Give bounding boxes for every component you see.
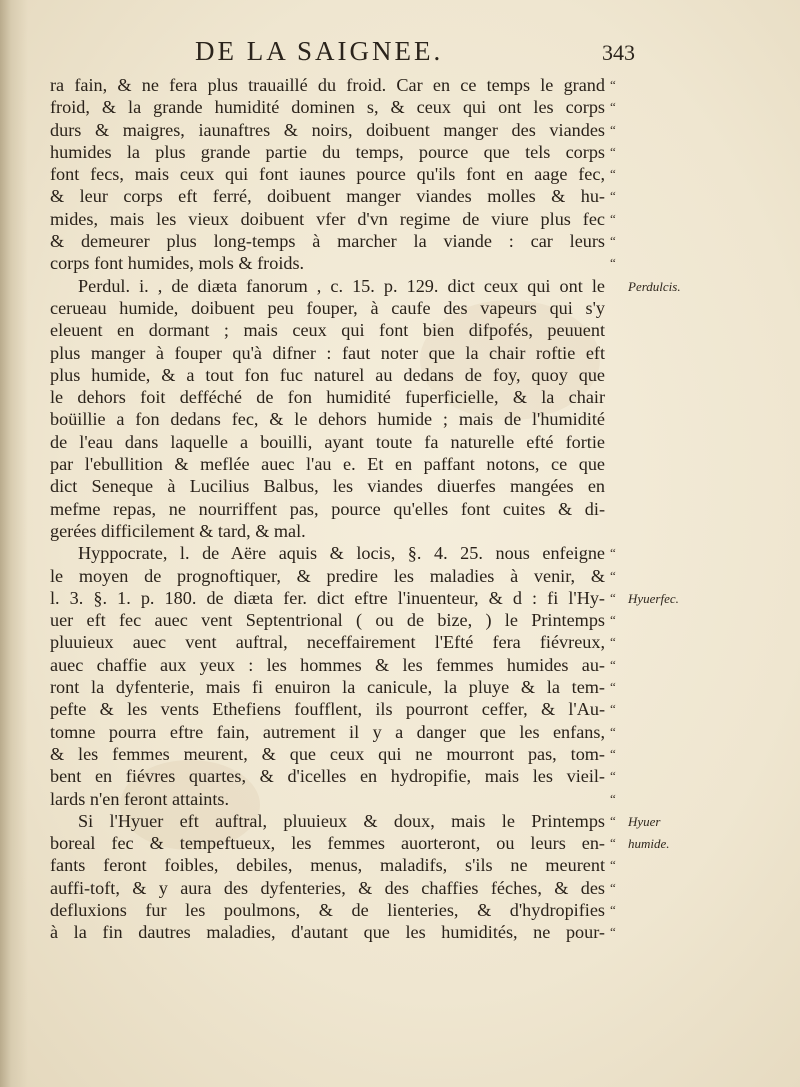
quote-mark: “ (610, 812, 616, 828)
quote-mark (610, 386, 626, 408)
text-line: lards n'en feront attaints. (50, 788, 230, 809)
text-line: mefme repas, ne nourriffent pas, pource qu'elles font cuites & di- (50, 498, 605, 519)
quote-mark: “ (610, 255, 616, 271)
binding-shadow (0, 0, 28, 1087)
quote-mark: “ (610, 121, 616, 137)
quote-mark: “ (610, 723, 616, 739)
page-header (195, 36, 635, 72)
quote-mark: “ (610, 879, 616, 895)
quote-mark: “ (610, 77, 616, 92)
text-line: corps font humides, mols & froids. (50, 253, 305, 274)
quote-mark: “ (610, 790, 616, 806)
quote-mark: “ (610, 166, 616, 182)
quote-mark (610, 520, 626, 542)
text-line: dict Seneque à Lucilius Balbus, les viandes diuerfes mangées en (50, 476, 605, 497)
quote-mark: “ (610, 612, 616, 628)
text-line: font fecs, mais ceux qui font iaunes pource qu'ils font en aage fec, (50, 164, 605, 185)
text-line: & leur corps eft ferré, doibuent manger viandes molles & hu- (50, 186, 605, 207)
page-number: 343 (602, 40, 635, 65)
quote-mark: “ (610, 745, 616, 761)
text-line: pefte & les vents Ethefiens foufflent, ils pourront ceffer, & l'Au- (50, 699, 605, 720)
text-line: boüillie a fon dedans fec, & le dehors humide ; mais de l'humidité (50, 409, 605, 430)
running-title: DE LA SAIGNEE. (195, 36, 444, 66)
text-line: plus manger à fouper qu'à difner : faut noter que la chair roftie eft (50, 342, 605, 363)
marginal-note: Perdulcis. (628, 278, 681, 294)
text-line: froid, & la grande humidité dominen s, & ceux qui ont les corps (50, 97, 605, 118)
text-line: cerueau humide, doibuent peu fouper, à caufe des vapeurs qui s'y (50, 297, 605, 318)
text-line: uer eft fec auec vent Septentrional ( ou de bize, ) le Printemps (50, 610, 605, 631)
text-line: gerées difficilement & tard, & mal. (50, 520, 306, 541)
quote-mark: “ (610, 679, 616, 695)
text-line: eleuent en dormant ; mais ceux qui font bien difpofés, peuuent (50, 320, 605, 341)
quote-mark: “ (610, 768, 616, 784)
quote-mark: “ (610, 210, 616, 226)
quote-mark (610, 498, 626, 520)
text-line: plus humide, & a tout fon fuc naturel au dedans de foy, quoy que (50, 364, 605, 385)
quote-mark (610, 408, 626, 430)
text-line: bent en fiévres quartes, & d'icelles en hydropifie, mais les vieil- (50, 766, 605, 787)
quote-mark (610, 475, 626, 497)
quote-mark: “ (610, 634, 616, 650)
text-line: & demeurer plus long-temps à marcher la viande : car leurs (50, 231, 605, 252)
quote-mark: “ (610, 567, 616, 583)
quote-mark: “ (610, 589, 616, 605)
marginal-note: Hyuer (628, 813, 661, 829)
quote-mark: “ (610, 545, 616, 561)
quote-mark: “ (610, 99, 616, 115)
text-line: à la fin dautres maladies, d'autant que les humidités, ne pour- (50, 922, 605, 943)
quote-mark: “ (610, 857, 616, 873)
quote-mark: “ (610, 835, 616, 851)
quote-mark: “ (610, 188, 616, 204)
text-line: ra fain, & ne fera plus trauaillé du froid. Car en ce temps le grand (50, 75, 605, 95)
text-line: durs & maigres, iaunaftres & noirs, doibuent manger des viandes (50, 119, 605, 140)
text-line: auec chaffie aux yeux : les hommes & les femmes humides au- (50, 654, 605, 675)
quote-mark: “ (610, 233, 616, 249)
text-line: pluuieux auec vent auftral, neceffairement l'Efté fera fiévreux, (50, 632, 605, 653)
quote-mark (610, 431, 626, 453)
text-line: fants feront foibles, debiles, menus, maladifs, s'ils ne meurent (50, 855, 605, 876)
quote-mark (610, 275, 626, 297)
quote-mark (610, 342, 626, 364)
quote-mark (610, 297, 626, 319)
text-line: humides la plus grande partie du temps, pource que tels corps (50, 141, 605, 162)
text-line: auffi-toft, & y aura des dyfenteries, & des chaffies féches, & des (50, 877, 605, 898)
quote-mark: “ (610, 924, 616, 940)
text-line: mides, mais les vieux doibuent vfer d'vn regime de viure plus fec (50, 208, 605, 229)
quote-mark: “ (610, 143, 616, 159)
marginal-note: Hyuerfec. (628, 590, 679, 606)
text-line: & les femmes meurent, & que ceux qui ne mourront pas, tom- (50, 743, 605, 764)
quote-mark (610, 453, 626, 475)
text-line: defluxions fur les poulmons, & de lienteries, & d'hydropifies (50, 899, 605, 920)
quote-mark: “ (610, 656, 616, 672)
text-line: tomne pourra eftre fain, autrement il y a danger que les enfans, (50, 721, 605, 742)
text-line: par l'ebullition & meflée auec l'au e. Et en paffant notons, ce que (50, 454, 605, 475)
quote-mark (610, 364, 626, 386)
text-line: le dehors foit defféché de fon humidité fuperficielle, & la chair (50, 387, 605, 408)
text-line: boreal fec & tempeftueux, les femmes auorteront, ou leurs en- (50, 833, 605, 854)
quote-mark (610, 319, 626, 341)
quote-mark: “ (610, 701, 616, 717)
text-line: de l'eau dans laquelle a bouilli, ayant toute fa naturelle efté fortie (50, 431, 605, 452)
quote-marks-column (610, 74, 626, 944)
body-text (50, 74, 605, 944)
marginal-note: humide. (628, 836, 670, 852)
text-line: Hyppocrate, l. de Aëre aquis & locis, §. 4. 25. nous enfeigne (78, 543, 605, 564)
quote-mark: “ (610, 901, 616, 917)
text-line: ront la dyfenterie, mais fi enuiron la canicule, la pluye & la tem- (50, 677, 605, 698)
text-line: l. 3. §. 1. p. 180. de diæta fer. dict eftre l'inuenteur, & d : fi l'Hy- (50, 587, 605, 608)
text-line: le moyen de prognoftiquer, & predire les maladies à venir, & (50, 565, 605, 586)
text-line: Perdul. i. , de diæta fanorum , c. 15. p. 129. dict ceux qui ont le (78, 275, 605, 296)
text-line: Si l'Hyuer eft auftral, pluuieux & doux, mais le Printemps (78, 810, 605, 831)
